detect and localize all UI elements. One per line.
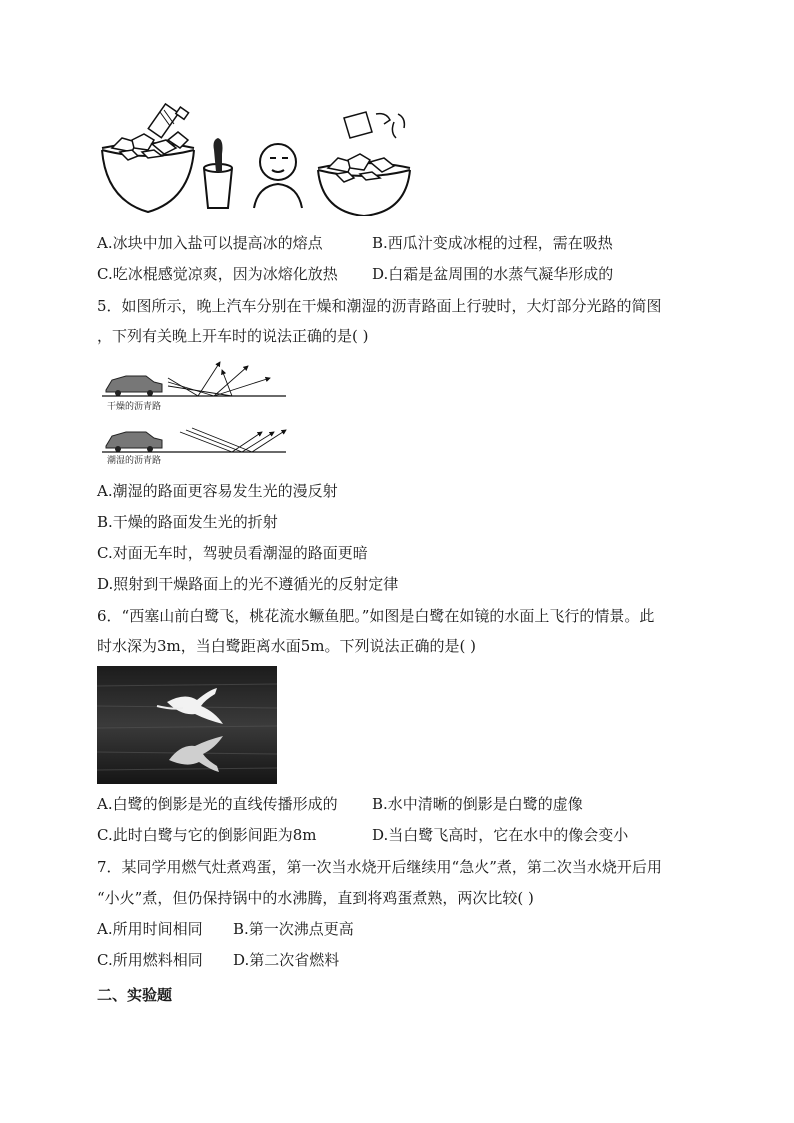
q7-stem-line-2: “小火”煮，但仍保持锅中的水沸腾，直到将鸡蛋煮熟，两次比较( ) <box>97 889 534 907</box>
q5-option-b: B.干燥的路面发生光的折射 <box>97 513 278 531</box>
q5-option-a: A.潮湿的路面更容易发生光的漫反射 <box>97 482 338 500</box>
headlight-road-diagram <box>102 356 288 468</box>
ice-salt-illustration <box>98 100 416 216</box>
q7-option-a: A.所用时间相同 <box>97 920 203 938</box>
wet-road-label: 潮湿的沥青路 <box>107 456 162 466</box>
q5-stem-line-1: 5．如图所示，晚上汽车分别在干燥和潮湿的沥青路面上行驶时，大灯部分光路的简图 <box>97 297 662 315</box>
q6-stem-line-2: 时水深为3m，当白鹭距离水面5m。下列说法正确的是( ) <box>97 637 477 655</box>
dry-road-car-icon <box>106 376 162 396</box>
q4-option-c: C.吃冰棍感觉凉爽，因为冰熔化放热 <box>97 265 338 283</box>
q5-option-d: D.照射到干燥路面上的光不遵循光的反射定律 <box>97 575 399 593</box>
q4-option-a: A.冰块中加入盐可以提高冰的熔点 <box>97 234 323 252</box>
q6-option-d: D.当白鹭飞高时，它在水中的像会变小 <box>372 826 629 844</box>
wet-road-car-icon <box>106 432 162 452</box>
q6-option-b: B.水中清晰的倒影是白鹭的虚像 <box>372 795 583 813</box>
q7-option-b: B.第一次沸点更高 <box>233 920 354 938</box>
section-heading: 二、实验题 <box>97 986 173 1004</box>
q7-option-c: C.所用燃料相同 <box>97 951 203 969</box>
q7-option-d: D.第二次省燃料 <box>233 951 340 969</box>
egret-photo <box>97 666 277 784</box>
q6-option-c: C.此时白鹭与它的倒影间距为8m <box>97 826 317 844</box>
q6-stem-line-1: 6．“西塞山前白鹭飞，桃花流水鳜鱼肥。”如图是白鹭在如镜的水面上飞行的情景。此 <box>97 607 655 625</box>
q5-stem-line-2: ，下列有关晚上开车时的说法正确的是( ) <box>97 327 369 345</box>
q4-option-b: B.西瓜汁变成冰棍的过程，需在吸热 <box>372 234 613 252</box>
q5-option-c: C.对面无车时，驾驶员看潮湿的路面更暗 <box>97 544 368 562</box>
dry-road-label: 干燥的沥青路 <box>107 402 162 412</box>
q6-option-a: A.白鹭的倒影是光的直线传播形成的 <box>97 795 338 813</box>
q7-stem-line-1: 7．某同学用燃气灶煮鸡蛋，第一次当水烧开后继续用“急火”煮，第二次当水烧开后用 <box>97 858 662 876</box>
q4-option-d: D.白霜是盆周围的水蒸气凝华形成的 <box>372 265 614 283</box>
